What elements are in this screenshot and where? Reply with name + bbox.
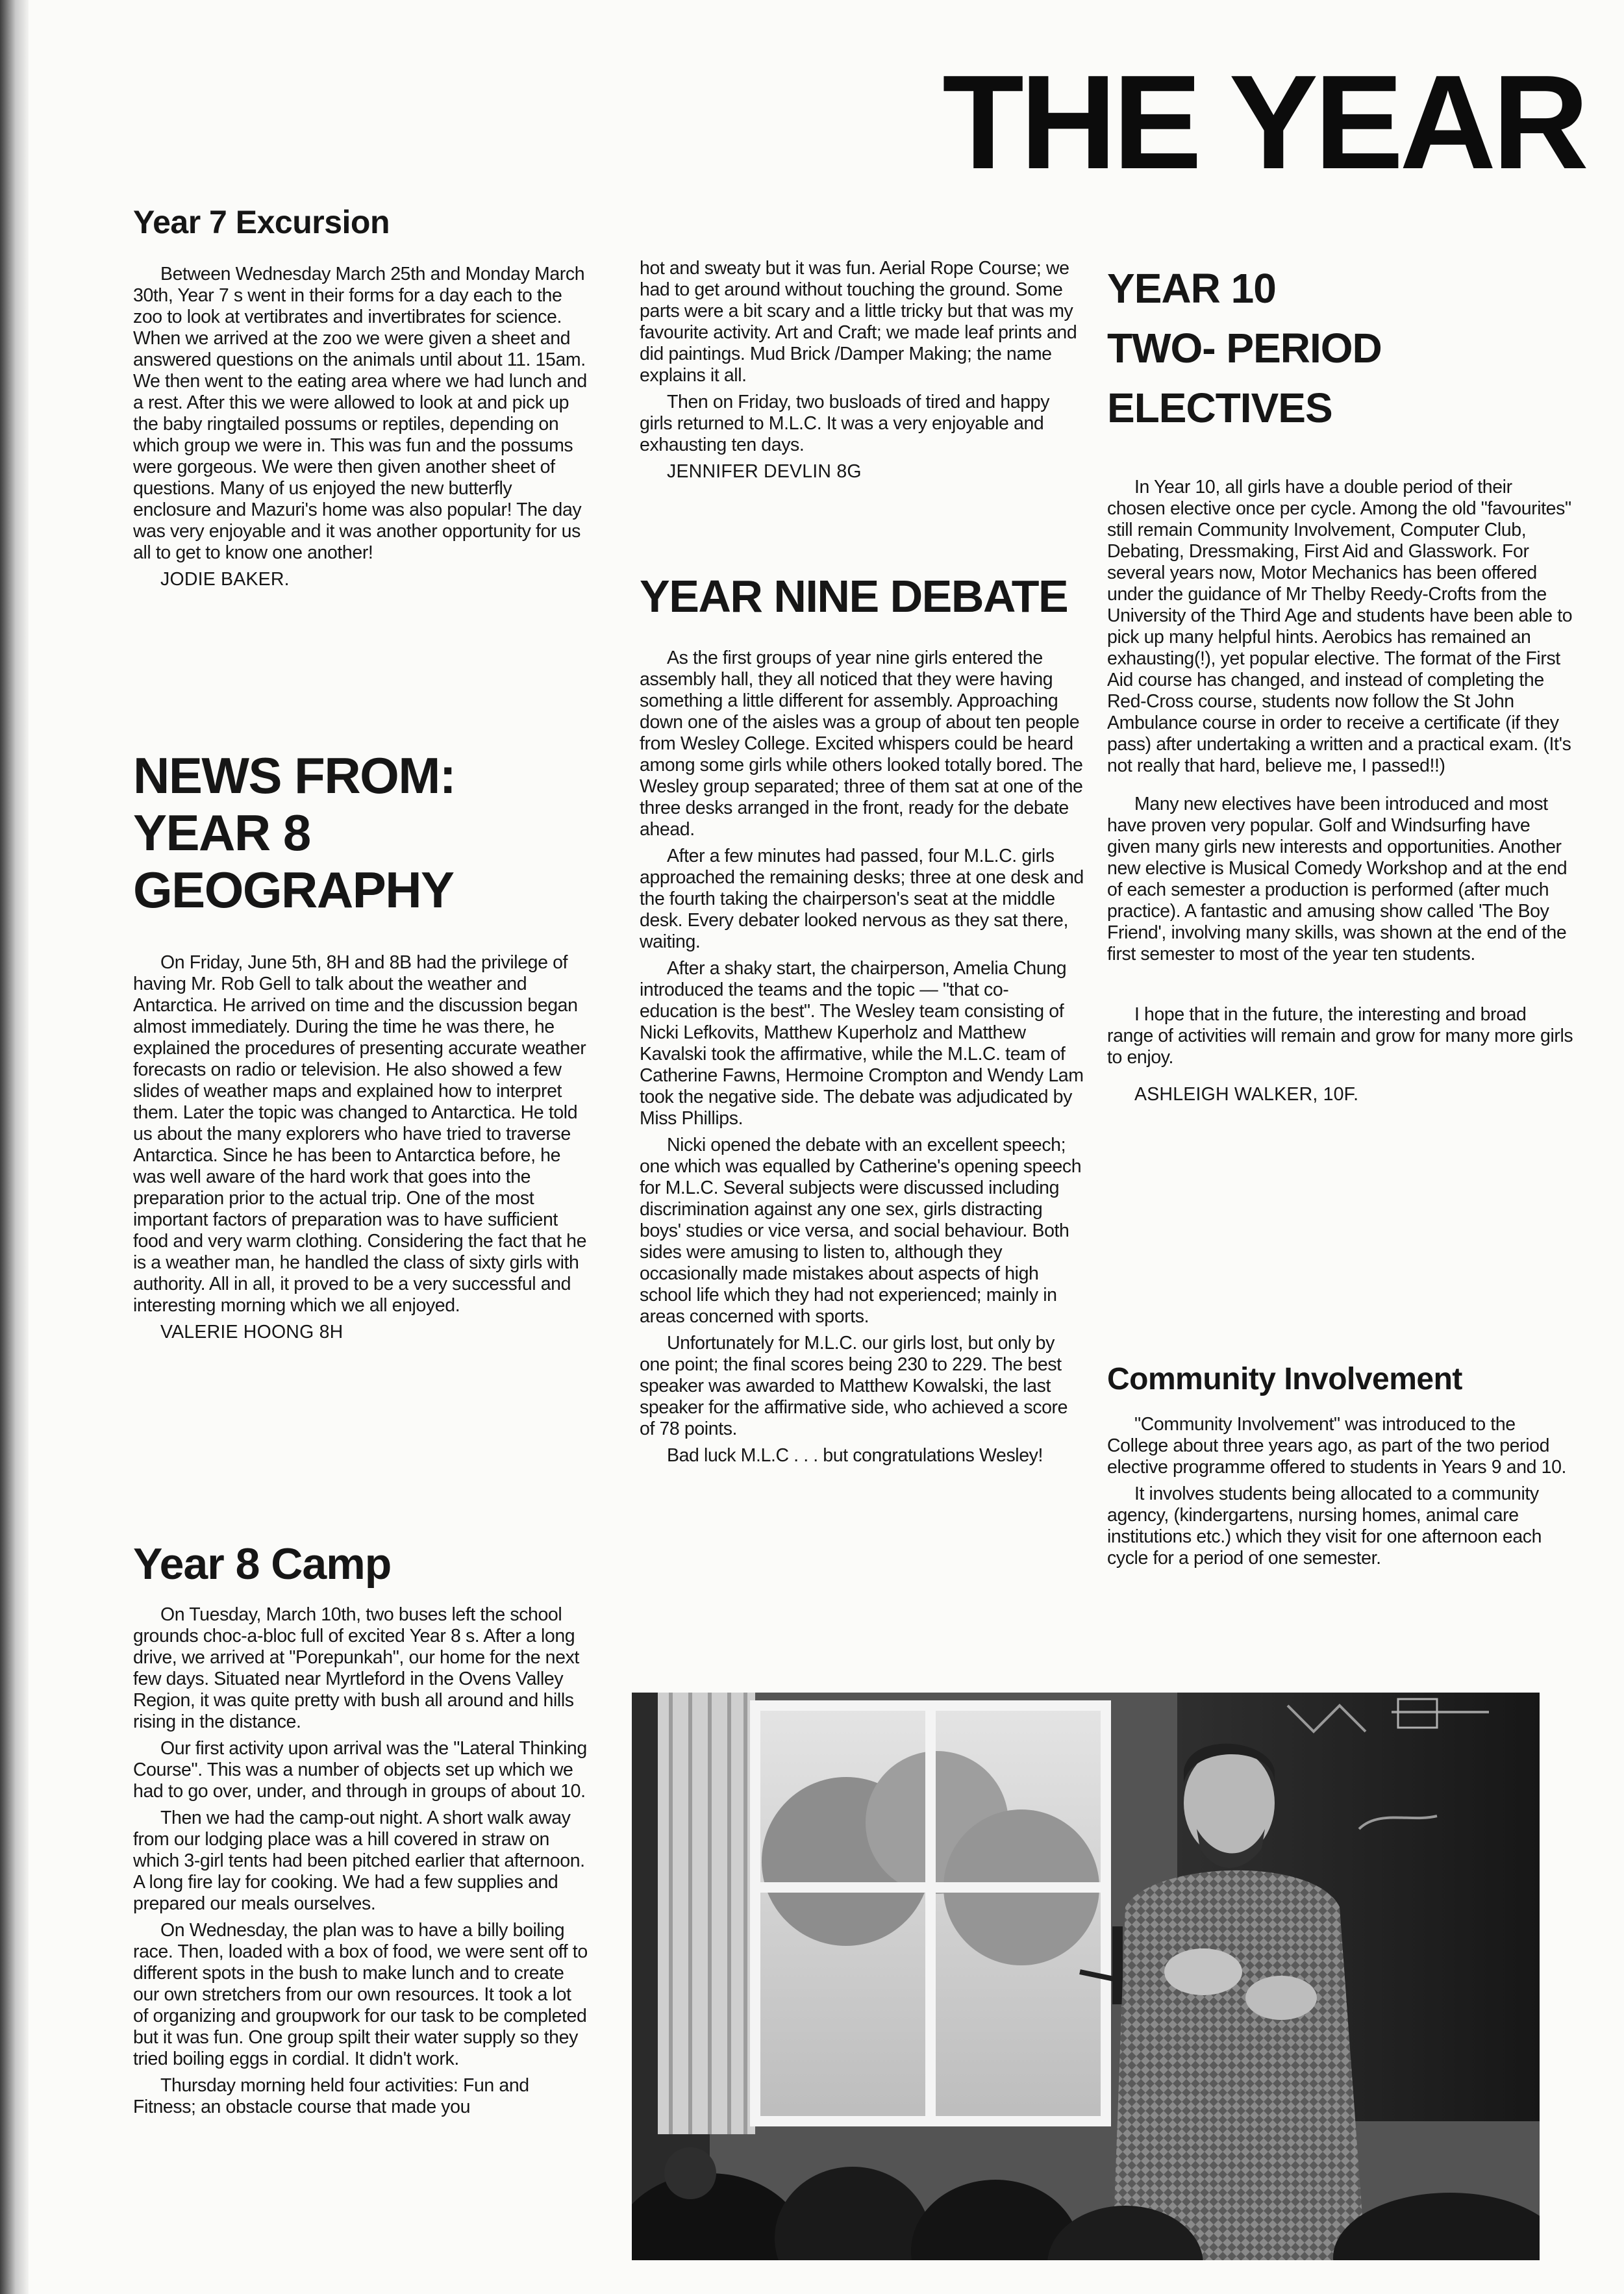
paragraph: It involves students being allocated to a community agency, (kindergartens, nursing homes, animal care institutions etc.) which they visit for one afternoon each cycle for a period of one semester. (1107, 1483, 1542, 1569)
paragraph: After a few minutes had passed, four M.L.C. girls approached the remaining desks; three at one desk and the fourth taking the chairperson's seat at the middle desk. Every debater looked nervous as they sat there, waiting. (640, 846, 1084, 952)
year8-camp-continued (640, 258, 1084, 483)
paragraph: In Year 10, all girls have a double period of their chosen elective once per cycle. Among the old "favourites" still remain Community Involvement, Computer Club, Debating, Dressmaking, First Aid and Glasswork. For several years now, Motor Mechanics has been offered under the guidance of Mr Thelby Reedy-Crofts from the University of the Third Age and students have been able to pick up many helpful hints. Aerobics has remained an exhausting(!), yet popular elective. The format of the First Aid course has changed, and instead of completing the Red-Cross course, students now follow the St John Ambulance course in order to receive a certificate (if they pass) after undertaking a written and a practical exam. (It's not really that hard, believe me, I passed!!) (1107, 477, 1573, 776)
paragraph: I hope that in the future, the interesting and broad range of activities will remain and grow for many more girls to enjoy. (1107, 1004, 1573, 1068)
community-title: Community Involvement (1107, 1362, 1462, 1396)
geography-title-line: NEWS FROM: (133, 747, 456, 804)
geography-title (133, 747, 588, 918)
paragraph: hot and sweaty but it was fun. Aerial Rope Course; we had to get around without touching the ground. Some parts were a bit scary and a little tricky but that was my favourite activity. Art and Craft; we made leaf prints and did paintings. Mud Brick /Damper Making; the name explains it all. (640, 258, 1077, 386)
electives-title-line: YEAR 10 (1107, 265, 1276, 312)
paragraph: Our first activity upon arrival was the "Lateral Thinking Course". This was a number of objects set up which we had to go over, under, and through in groups of about 10. (133, 1737, 587, 1802)
community-involvement-article (1107, 1363, 1575, 1574)
geography-author: VALERIE HOONG 8H (160, 1322, 344, 1343)
electives-title-line: TWO- PERIOD (1107, 325, 1382, 372)
debate-body (640, 648, 1084, 1467)
electives-title-line: ELECTIVES (1107, 384, 1332, 431)
year9-debate-article (640, 572, 1094, 1472)
year8-geography-article (133, 747, 588, 1343)
paragraph: As the first groups of year nine girls entered the assembly hall, they all noticed that they were having something a little different for assembly. Approaching down one of the aisles was a group of about ten people from Wesley College. Excited whispers could be heard among some girls while others looked totally bored. The Wesley group separated; three of them sat at one of the three desks arranged in the front, ready for the debate ahead. (640, 648, 1083, 840)
page-headline: THE YEAR (942, 47, 1585, 197)
paragraph: Then on Friday, two busloads of tired and happy girls returned to M.L.C. It was a very enjoyable and exhausting ten days. (640, 392, 1050, 455)
geography-body (133, 952, 588, 1317)
classroom-photo-icon (632, 1693, 1540, 2260)
classroom-photo (632, 1693, 1540, 2260)
year7-excursion-title: Year 7 Excursion (133, 204, 390, 240)
year7-excursion-body (133, 264, 588, 564)
paragraph: After a shaky start, the chairperson, Amelia Chung introduced the teams and the topic — "that co-education is the best". The Wesley team consisting of Nicki Lefkovits, Matthew Kuperholz and Matthew Kavalski took the affirmative, while the M.L.C. team of Catherine Fawns, Hermoine Crompton and Wendy Lam took the negative side. The debate was adjudicated by Miss Phillips. (640, 958, 1084, 1129)
camp-title: Year 8 Camp (133, 1539, 392, 1589)
paragraph: "Community Involvement" was introduced to the College about three years ago, as part of the two period elective programme offered to students in Years 9 and 10. (1107, 1413, 1567, 1478)
debate-title: YEAR NINE DEBATE (640, 571, 1068, 622)
camp-author: JENNIFER DEVLIN 8G (667, 461, 862, 482)
paragraph: Between Wednesday March 25th and Monday March 30th, Year 7 s went in their forms for a day each to the zoo to look at vertibrates and invertibrates for science. When we arrived at the zoo we were given a sheet and answered questions on the animals until about 11. 15am. We then went to the eating area where we had lunch and a rest. After this we were allowed to look at and pick up the baby ringtailed possums or reptiles, depending on which group we were in. This was fun and the possums were gorgeous. We were then given another sheet of questions. Many of us enjoyed the new butterfly enclosure and Mazuri's home was also popular! The day was very enjoyable and it was another opportunity for us all to get to know one another! (133, 264, 587, 563)
year8-camp-article (133, 1534, 588, 2123)
camp-continued-body (640, 258, 1084, 456)
geography-title-line: GEOGRAPHY (133, 861, 454, 919)
paragraph: Thursday morning held four activities: Fun and Fitness; an obstacle course that made you (133, 2074, 529, 2117)
community-body (1107, 1414, 1575, 1569)
year7-excursion-author: JODIE BAKER. (160, 569, 290, 590)
year10-electives-article (1107, 258, 1575, 1105)
electives-body (1107, 477, 1575, 1068)
year7-excursion-article (133, 205, 588, 590)
paragraph: On Friday, June 5th, 8H and 8B had the privilege of having Mr. Rob Gell to talk about the weather and Antarctica. He arrived on time and the discussion began almost immediately. During the time he was there, he explained the procedures of presenting accurate weather forecasts on radio or television. He also showed a few slides of weather maps and explained how to interpret them. Later the topic was changed to Antarctica. He told us about the many explorers who have tried to traverse Antarctica. Since he has been to Antarctica before, he was well aware of the hard work that goes into the preparation prior to the actual trip. One of the most important factors of preparation was to have sufficient food and very warm clothing. Considering the fact that he is a weather man, he handled the class of sixty girls with authority. All in all, it proved to be a very successful and interesting morning which we all enjoyed. (133, 952, 587, 1317)
paragraph: Many new electives have been introduced and most have proven very popular. Golf and Windsurfing have given many girls new interests and opportunities. Another new elective is Musical Comedy Workshop and at the end of each semester a production is performed (after much practice). A fantastic and amusing show called 'The Boy Friend', involving many skills, was shown at the end of the first semester to most of the year ten students. (1107, 794, 1568, 964)
paragraph: Bad luck M.L.C . . . but congratulations Wesley! (667, 1445, 1043, 1466)
electives-title (1107, 258, 1575, 438)
electives-author: ASHLEIGH WALKER, 10F. (1134, 1084, 1359, 1105)
geography-title-line: YEAR 8 (133, 804, 310, 862)
paragraph: On Wednesday, the plan was to have a billy boiling race. Then, loaded with a box of food, we were sent off to different spots in the bush to make lunch and to create our own stretchers from our own resources. It took a lot of organizing and groupwork for our task to be completed but it was fun. One group spilt their water supply so they tried boiling eggs in cordial. It didn't work. (133, 1919, 588, 2069)
paragraph: Then we had the camp-out night. A short walk away from our lodging place was a hill covered in straw on which 3-girl tents had been pitched earlier that afternoon. A long fire lay for cooking. We had a few supplies and prepared our meals ourselves. (133, 1807, 585, 1914)
paragraph: On Tuesday, March 10th, two buses left the school grounds choc-a-bloc full of excited Year 8 s. After a long drive, we arrived at "Porepunkah", our home for the next few days. Situated near Myrtleford in the Ovens Valley Region, it was quite pretty with bush all around and hills rising in the distance. (133, 1604, 579, 1732)
paragraph: Unfortunately for M.L.C. our girls lost, but only by one point; the final scores being 230 to 229. The best speaker was awarded to Matthew Kowalski, the last speaker for the affirmative side, who achieved a score of 78 points. (640, 1333, 1068, 1439)
binding-edge (0, 0, 29, 2294)
paragraph: Nicki opened the debate with an excellent speech; one which was equalled by Catherine's opening speech for M.L.C. Several subjects were discussed including discrimination against any one sex, girls distracting boys' studies or vice versa, and social behaviour. Both sides were amusing to listen to, although they occasionally made mistakes about aspects of high school life which they had not experienced; mainly in areas concerned with sports. (640, 1135, 1082, 1327)
camp-body (133, 1604, 588, 2118)
